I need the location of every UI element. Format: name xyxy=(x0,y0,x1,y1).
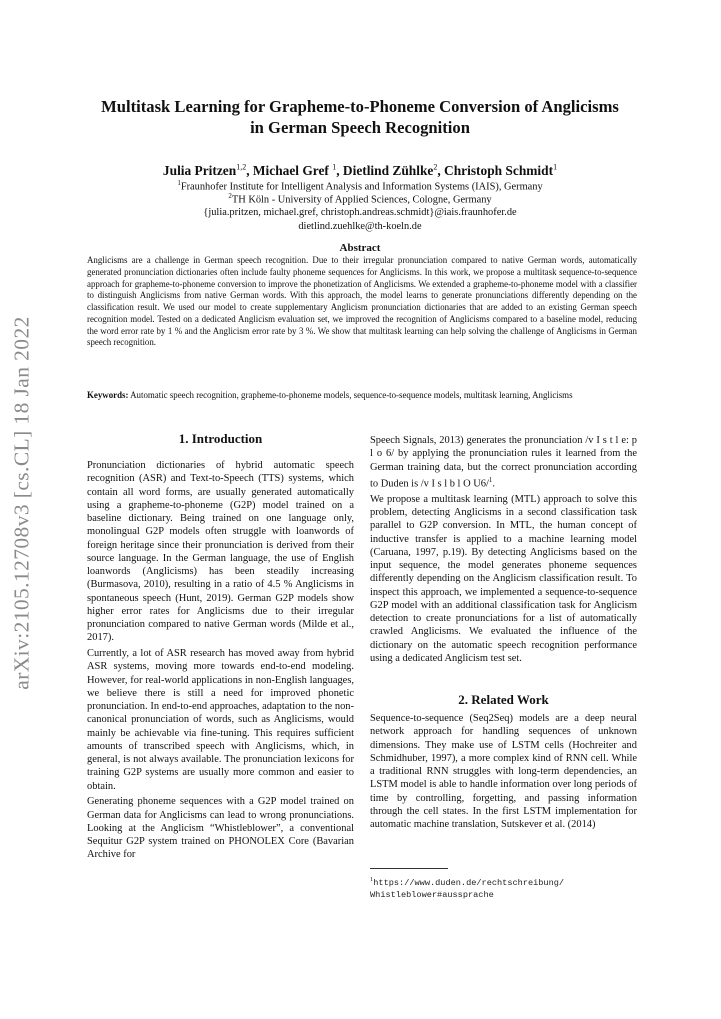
paper-title xyxy=(70,96,650,138)
keywords-label: Keywords: xyxy=(87,390,129,400)
title-line-1: Multitask Learning for Grapheme-to-Phoneme Conversion of Anglicisms xyxy=(101,97,619,116)
footnote-line-2: Whistleblower#aussprache xyxy=(370,889,494,900)
footnote-line-1: $^1$https://www.duden.de/rechtschreibung/ xyxy=(370,876,565,888)
keywords xyxy=(87,390,637,402)
author: Julia Pritzen$^{1,2}$, xyxy=(162,163,253,179)
author: Michael Gref $^1$, xyxy=(252,163,343,179)
title-line-2: in German Speech Recognition xyxy=(250,118,470,137)
paragraph: Generating phoneme sequences with a G2P model trained on German data for Anglicisms can lead to wrong pronunciations. Looking at the Anglicism “Whistleblower”, a conventional Sequitur G2P system trained on PHONOLEX Core (Bavarian Archive for xyxy=(87,796,354,861)
right-column xyxy=(370,434,637,668)
footnote-rule xyxy=(370,868,448,869)
author: Christoph Schmidt$^1$ xyxy=(444,163,558,179)
footnote xyxy=(370,874,645,901)
abstract-body: Anglicisms are a challenge in German speech recognition. Due to their irregular pronunciation compared to native German words, automatically generated pronunciation dictionaries often include faulty phoneme sequences for Anglicisms. In this work, we propose a multitask sequence-to-sequence approach for grapheme-to-phoneme conversion to improve the phonetization of Anglicisms. We extended a grapheme-to-phoneme model with a classifier to distinguish Anglicisms from native German words. With this approach, the model learns to generate pronunciations differently depending on the classification result. We used our model to create supplementary Anglicism pronunciation dictionaries that are added to an existing German speech recognition model. Tested on a dedicated Anglicism evaluation set, we improved the recognition of Anglicisms compared to a baseline model, reducing the word error rate by 1 % and the Anglicism error rate by 3 %. We show that multitask learning can help solving the challenge of Anglicisms in German speech recognition. xyxy=(87,255,637,348)
arxiv-stamp-text: arXiv:2105.12708v3 [cs.CL] 18 Jan 2022 xyxy=(9,316,34,690)
arxiv-stamp xyxy=(2,316,42,690)
section-heading-introduction: 1. Introduction xyxy=(178,431,263,446)
paragraph: We propose a multitask learning (MTL) approach to solve this problem, detecting Anglicisms in a second classification task parallel to G2P conversion. In MTL, the human concept of inductive transfer is applied to a machine learning model (Caruana, 1997, p.19). By detecting Anglicisms based on the input sequence, the model generates phoneme sequences differently depending on the Anglicism classification result. To inspect this approach, we implemented a sequence-to-sequence G2P model with an additional classification task for Anglicism detection to create pronunciations for a list of automatically crawled Anglicisms. We evaluated the influence of the dictionary on the automatic speech recognition performance using a dedicated Anglicism test set. xyxy=(370,493,637,664)
paragraph: Speech Signals, 2013) generates the pronunciation /v I s t l e: p l o 6/ by applying the pronunciation rules it learned from the German training data, but the correct pronunciation according to Duden is /v I s l b l O U6/$^1$. xyxy=(370,435,637,490)
paragraph: Currently, a lot of ASR research has moved away from hybrid ASR systems, moving more towards end-to-end modeling. However, for real-world applications in non-English languages, we believe there is still a need for improved phonetic pronunciation. In end-to-end approaches, adaptation to the non-canonical pronunciation of words, such as Anglicisms, would mainly be achievable via fine-tuning. This requires sufficient amounts of transcribed speech with Anglicisms, which, in general, is not always available. The pronunciation lexicons for training G2P systems are usually more common and easier to obtain. xyxy=(87,648,354,792)
abstract-heading: Abstract xyxy=(339,242,381,254)
email-line-2: dietlind.zuehlke@th-koeln.de xyxy=(298,221,422,232)
footnote-marker: 1 xyxy=(488,475,493,484)
affiliation-1: $^1$Fraunhofer Institute for Intelligent Analysis and Information Systems (IAIS), Germany xyxy=(177,179,543,193)
section-heading-related-work: 2. Related Work xyxy=(458,692,549,707)
email-line-1: {julia.pritzen, michael.gref, christoph.andreas.schmidt}@iais.fraunhofer.de xyxy=(203,207,517,218)
affiliation-2: $^2$TH Köln - University of Applied Sciences, Cologne, Germany xyxy=(228,192,492,206)
author: Dietlind Zühlke$^2$, xyxy=(342,163,445,179)
paragraph: Pronunciation dictionaries of hybrid automatic speech recognition (ASR) and Text-to-Speech (TTS) systems, which contain all word forms, are usually generated automatically using a grapheme-to-phoneme (G2P) model trained on a baseline dictionary. Being trained on one language only, monolingual G2P models often struggle with loanwords of foreign heritage since their pronunciation is derived from their source language. In the German language, the use of English loanwords (Anglicisms) has been steadily increasing (Burmasova, 2010), resulting in a ratio of 4.5 % Anglicisms in spontaneous speech (Hunt, 2019). German G2P models show higher error rates for Anglicisms due to their irregular pronunciation compared to native German words (Milde et al., 2017). xyxy=(87,460,354,644)
keywords-text: Automatic speech recognition, grapheme-to-phoneme models, sequence-to-sequence models, multitask learning, Anglicisms xyxy=(128,390,573,400)
paragraph: Sequence-to-sequence (Seq2Seq) models are a deep neural network approach for handling sequences of unknown dimensions. They make use of LSTM cells (Hochreiter and Schmidhuber, 1997), a more complex kind of RNN cell. While a traditional RNN struggles with long-term dependencies, an LSTM model is able to handle information over long periods of time by controlling, forgetting, and passing information through the cell states. In the first LSTM implementation for automatic machine translation, Sutskever et al. (2014) xyxy=(370,713,637,830)
left-column xyxy=(87,459,354,864)
right-column-related-work xyxy=(370,712,637,834)
